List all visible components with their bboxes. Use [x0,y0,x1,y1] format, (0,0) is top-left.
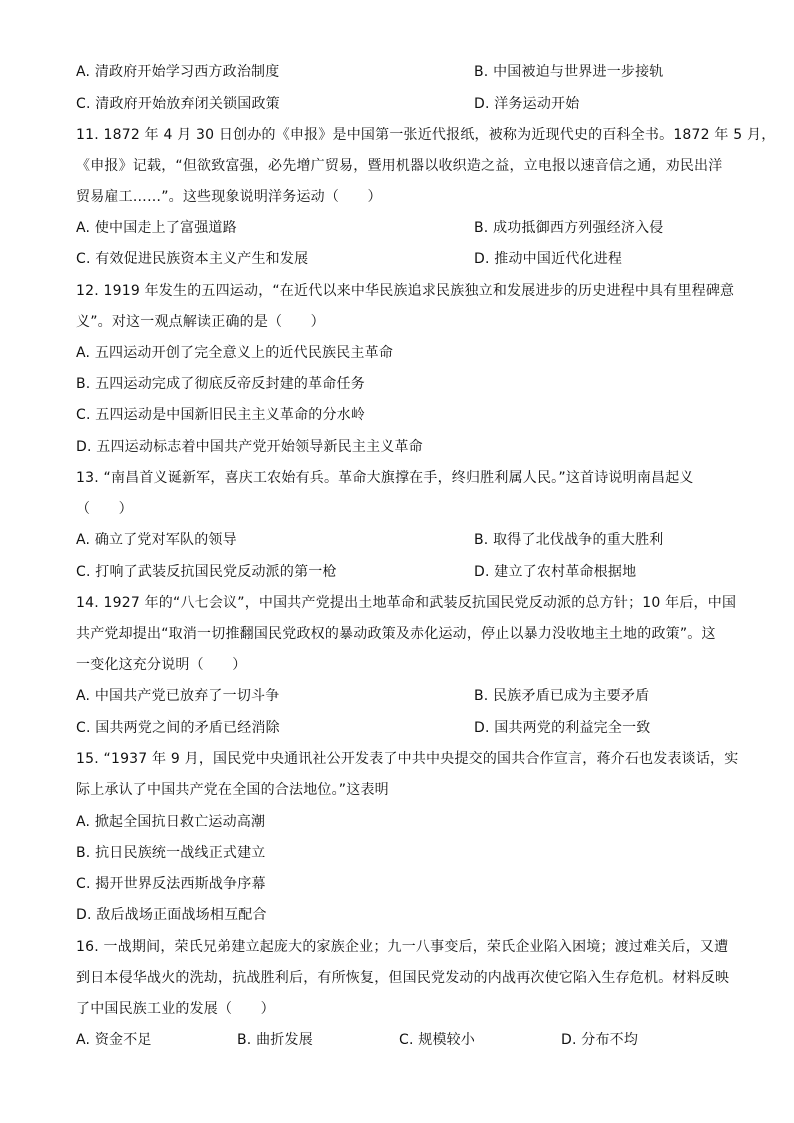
q11-option-b: B. 成功抵御西方列强经济入侵 [474,220,664,236]
q13-option-row-1 [76,531,744,549]
q10-option-c: C. 清政府开始放弃闭关锁国政策 [76,96,280,112]
q13-option-row-2 [76,563,744,581]
q15-stem-line-2: 际上承认了中国共产党在全国的合法地位。”这表明 [76,782,389,798]
q15-option-b: B. 抗日民族统一战线正式建立 [76,845,266,861]
q13-stem-line-1: 13. “南昌首义诞新军，喜庆工农始有兵。革命大旗撑在手，终归胜利属人民。”这首诗说明南昌起义 [76,470,694,486]
q15-option-d: D. 敌后战场正面战场相互配合 [76,907,267,923]
q10-option-b: B. 中国被迫与世界进一步接轨 [474,64,664,80]
q13-option-c: C. 打响了武装反抗国民党反动派的第一枪 [76,564,337,580]
q16-option-b: B. 曲折发展 [237,1032,313,1048]
q11-stem-line-3: 贸易雇工……”。这些现象说明洋务运动（ ） [76,189,382,205]
q11-option-row-2 [76,250,744,268]
q12-option-d: D. 五四运动标志着中国共产党开始领导新民主主义革命 [76,439,423,455]
q14-stem-line-2: 共产党却提出“取消一切推翻国民党政权的暴动政策及赤化运动，停止以暴力没收地主土地的政策”。这 [76,626,716,642]
q16-stem-line-1: 16. 一战期间，荣氏兄弟建立起庞大的家族企业；九一八事变后，荣氏企业陷入困境；渡过难关后，又遭 [76,939,729,955]
q12-option-a: A. 五四运动开创了完全意义上的近代民族民主革命 [76,345,394,361]
q13-stem-line-2: （ ） [76,501,133,517]
q14-option-row-2 [76,719,744,737]
q14-option-b: B. 民族矛盾已成为主要矛盾 [474,688,650,704]
q10-option-a: A. 清政府开始学习西方政治制度 [76,64,280,80]
q12-stem-line-2: 义”。对这一观点解读正确的是（ ） [76,314,325,330]
q16-option-d: D. 分布不均 [561,1032,639,1048]
q15-option-c: C. 揭开世界反法西斯战争序幕 [76,876,266,892]
q14-option-row-1 [76,687,744,705]
q12-option-c: C. 五四运动是中国新旧民主主义革命的分水岭 [76,407,366,423]
q11-option-c: C. 有效促进民族资本主义产生和发展 [76,251,309,267]
q11-option-a: A. 使中国走上了富强道路 [76,220,237,236]
q16-stem-line-3: 了中国民族工业的发展（ ） [76,1001,275,1017]
q10-option-row-1 [76,63,744,81]
q13-option-d: D. 建立了农村革命根据地 [474,564,637,580]
q15-option-a: A. 掀起全国抗日救亡运动高潮 [76,814,266,830]
q10-option-row-2 [76,95,744,113]
q14-stem-line-3: 一变化这充分说明（ ） [76,657,247,673]
q12-option-b: B. 五四运动完成了彻底反帝反封建的革命任务 [76,376,365,392]
q14-option-c: C. 国共两党之间的矛盾已经消除 [76,720,280,736]
q11-option-d: D. 推动中国近代化进程 [474,251,623,267]
q13-option-a: A. 确立了党对军队的领导 [76,532,237,548]
q16-option-c: C. 规模较小 [399,1032,476,1048]
q16-stem-line-2: 到日本侵华战火的洗劫，抗战胜利后，有所恢复，但国民党发动的内战再次使它陷入生存危机。材料反映 [76,970,730,986]
q15-stem-line-1: 15. “1937 年 9 月，国民党中央通讯社公开发表了中共中央提交的国共合作宣言，蒋介石也发表谈话，实 [76,751,739,767]
q14-stem-line-1: 14. 1927 年的“八七会议”，中国共产党提出土地革命和武装反抗国民党反动派的总方针；10 年后，中国 [76,595,737,611]
q16-option-a: A. 资金不足 [76,1032,152,1048]
q14-option-a: A. 中国共产党已放弃了一切斗争 [76,688,280,704]
q10-option-d: D. 洋务运动开始 [474,96,580,112]
q11-stem-line-1: 11. 1872 年 4 月 30 日创办的《申报》是中国第一张近代报纸，被称为近现代史的百科全书。1872 年 5 月， [76,127,776,143]
q13-option-b: B. 取得了北伐战争的重大胜利 [474,532,664,548]
q11-option-row-1 [76,219,744,237]
q12-stem-line-1: 12. 1919 年发生的五四运动，“在近代以来中华民族追求民族独立和发展进步的历史进程中具有里程碑意 [76,283,735,299]
q11-stem-line-2: 《申报》记载，“但欲致富强，必先增广贸易，暨用机器以收织造之益，立电报以速音信之通，劝民出洋 [76,158,723,174]
q14-option-d: D. 国共两党的利益完全一致 [474,720,651,736]
